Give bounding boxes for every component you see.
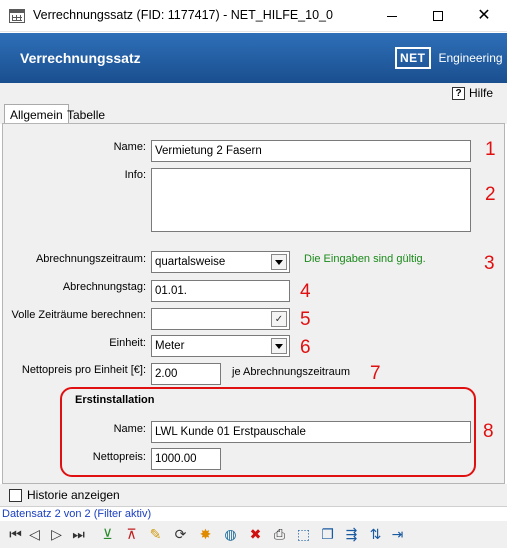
chevron-down-icon[interactable] — [271, 338, 287, 354]
tag-input[interactable]: 01.01. — [151, 280, 290, 302]
zeitraum-label: Abrechnungszeitraum: — [35, 253, 146, 265]
new-record-icon[interactable]: ✸ — [199, 526, 212, 542]
annotation-2: 2 — [485, 184, 496, 205]
swap-icon[interactable]: ⇅ — [369, 526, 382, 542]
help-label: Hilfe — [469, 86, 494, 100]
filter-remove-icon[interactable]: ⊼ — [126, 526, 137, 542]
tab-tabelle[interactable]: Tabelle — [67, 107, 106, 122]
help-button[interactable] — [452, 86, 493, 100]
status-bar — [0, 506, 507, 521]
refresh-icon[interactable]: ⟳ — [174, 526, 187, 542]
zeitraum-select[interactable] — [151, 251, 290, 273]
volle-field[interactable] — [151, 308, 290, 330]
erst-name-label: Name: — [113, 423, 146, 435]
logo-net: NET — [395, 47, 431, 69]
maximize-button[interactable] — [415, 0, 461, 32]
annotation-6: 6 — [300, 337, 311, 358]
netto-input[interactable]: 2.00 — [151, 363, 221, 385]
erstinstallation-title: Erstinstallation — [75, 394, 155, 406]
annotation-4: 4 — [300, 281, 311, 302]
previous-record-icon[interactable]: ◁ — [29, 526, 40, 542]
historie-checkbox[interactable] — [9, 489, 22, 502]
annotation-3: 3 — [484, 253, 495, 274]
title-bar — [0, 0, 507, 32]
close-button[interactable] — [461, 0, 507, 32]
form-header — [0, 33, 507, 83]
window-title: Verrechnungssatz (FID: 1177417) - NET_HILFE_10_0 — [33, 8, 333, 22]
first-record-icon[interactable]: ⏮ — [9, 526, 22, 542]
historie-label: Historie anzeigen — [27, 488, 120, 502]
volle-label: Volle Zeiträume berechnen: — [11, 309, 146, 321]
netto-suffix: je Abrechnungszeitraum — [232, 366, 351, 378]
edit-pencil-icon[interactable]: ✎ — [149, 526, 162, 542]
annotation-5: 5 — [300, 309, 311, 330]
name-input[interactable]: Vermietung 2 Fasern — [151, 140, 471, 162]
filter-add-icon[interactable]: ⊻ — [102, 526, 113, 542]
globe-icon[interactable]: ◍ — [224, 526, 237, 542]
app-table-icon — [9, 9, 25, 23]
zeitraum-value: quartalsweise — [155, 256, 226, 268]
copy-icon[interactable]: ❐ — [321, 526, 334, 542]
delete-icon[interactable]: ✖ — [249, 526, 262, 542]
minimize-icon — [387, 16, 397, 17]
tab-strip — [0, 102, 507, 124]
name-label: Name: — [113, 141, 146, 153]
historie-row — [0, 484, 507, 506]
network-icon[interactable]: ⇶ — [345, 526, 358, 542]
tag-label: Abrechnungstag: — [62, 281, 146, 293]
exit-icon[interactable]: ⇥ — [391, 526, 404, 542]
record-status: Datensatz 2 von 2 (Filter aktiv) — [2, 508, 152, 520]
einheit-label: Einheit: — [109, 337, 146, 349]
help-bar — [0, 83, 507, 102]
einheit-select[interactable] — [151, 335, 290, 357]
net-engineering-logo — [395, 45, 503, 71]
record-toolbar — [0, 521, 507, 548]
maximize-icon — [433, 11, 443, 21]
minimize-button[interactable] — [369, 0, 415, 32]
next-record-icon[interactable]: ▷ — [51, 526, 62, 542]
help-icon: ? — [452, 87, 465, 100]
einheit-value: Meter — [155, 340, 185, 352]
netto-label: Nettopreis pro Einheit [€]: — [21, 364, 146, 376]
validation-message: Die Eingaben sind gültig. — [304, 253, 426, 265]
close-icon: ✕ — [477, 7, 491, 24]
erst-preis-label: Nettopreis: — [92, 451, 146, 463]
last-record-icon[interactable]: ⏭ — [72, 526, 85, 542]
erst-preis-input[interactable]: 1000.00 — [151, 448, 221, 470]
print-icon[interactable]: ⎙ — [273, 526, 286, 542]
info-label: Info: — [124, 169, 146, 181]
annotation-1: 1 — [485, 139, 496, 160]
erst-name-input[interactable]: LWL Kunde 01 Erstpauschale — [151, 421, 471, 443]
select-area-icon[interactable]: ⬚ — [296, 526, 311, 542]
chevron-down-icon[interactable] — [271, 254, 287, 270]
logo-engineering: Engineering — [438, 51, 503, 65]
check-icon[interactable]: ✓ — [271, 311, 287, 327]
tab-allgemein[interactable]: Allgemein — [4, 104, 69, 125]
annotation-8: 8 — [483, 421, 494, 442]
info-textarea[interactable] — [151, 168, 471, 232]
annotation-7: 7 — [370, 363, 381, 384]
form-title: Verrechnungssatz — [20, 50, 141, 66]
